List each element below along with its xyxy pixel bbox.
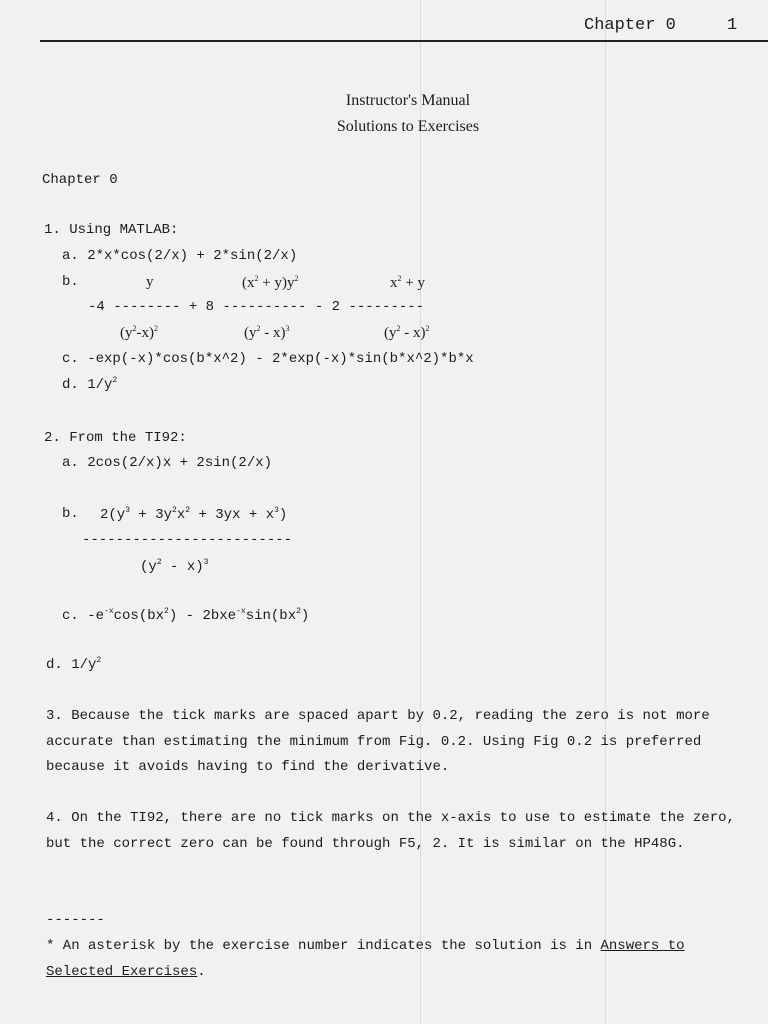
ex4-paragraph: 4. On the TI92, there are no tick marks on the x-axis to use to estimate the zero, but the correct zero can be found through F5, 2. It is similar on the HP48G. xyxy=(46,810,735,852)
ex1-d: d. $1/y^2$ xyxy=(62,376,118,393)
ex2-d: d. $1/y^2$ xyxy=(46,656,102,673)
show-through-line xyxy=(605,0,606,1024)
header-page-number: 1 xyxy=(727,16,738,35)
title-line-1: Instructor's Manual xyxy=(345,92,471,109)
chapter-label: Chapter 0 xyxy=(42,172,118,188)
ex2-c: c. $-e^{-x}\cos(bx^2) - 2bxe^{-x}\sin(bx^2)$ xyxy=(62,607,310,624)
ex3-paragraph: 3. Because the tick marks are spaced apart by 0.2, reading the zero is not more accurate than estimating the minimum from Fig. 0.2. Using Fig 0.2 is preferred because it avoids having to find the derivative. xyxy=(46,708,710,775)
ex1-b-num1: y xyxy=(146,274,154,290)
answers-link[interactable]: Answers to Selected Exercises xyxy=(46,938,685,980)
ex1-b-num3: $x^2 + y$ xyxy=(390,274,425,291)
ex2-b-denominator: $(y^2 - x)^3$ xyxy=(140,558,209,575)
ex2-a: a. 2cos(2/x)x + 2sin(2/x) xyxy=(62,455,273,471)
ex1-c: c. -exp(-x)*cos(b*x^2) - 2*exp(-x)*sin(b*x^2)*b*x xyxy=(62,351,474,367)
ex1-b-fraction-line: -4 -------- + 8 ---------- - 2 --------- xyxy=(88,299,425,315)
ex1-b-num2: $(x^2 + y)y^2$ xyxy=(242,274,299,291)
title-line-2: Solutions to Exercises xyxy=(336,118,480,135)
footnote-text: * An asterisk by the exercise number indicates the solution is in Answers to Selected Exercises. xyxy=(46,938,685,980)
ex1-b-den3: $(y^2 - x)^2$ xyxy=(384,324,430,341)
show-through-line xyxy=(420,0,421,1024)
ex1-a: a. 2*x*cos(2/x) + 2*sin(2/x) xyxy=(62,248,298,264)
ex2-b-fraction-line: ------------------------- xyxy=(82,532,293,548)
ex1-b-den1: $(y^2-x)^2$ xyxy=(120,324,158,341)
ex1-b-den2: $(y^2 - x)^3$ xyxy=(244,324,290,341)
footnote-separator: ------- xyxy=(46,912,105,928)
ex1-heading: 1. Using MATLAB: xyxy=(44,222,179,238)
ex2-heading: 2. From the TI92: xyxy=(44,430,187,446)
header-rule xyxy=(40,40,768,42)
ex2-b-label: b. xyxy=(62,506,79,522)
ex1-b-label: b. xyxy=(62,274,79,290)
header-chapter: Chapter 0 xyxy=(584,16,676,35)
ex2-b-numerator: $2(y^3 + 3y^2x^2 + 3yx + x^3)$ xyxy=(100,506,288,523)
